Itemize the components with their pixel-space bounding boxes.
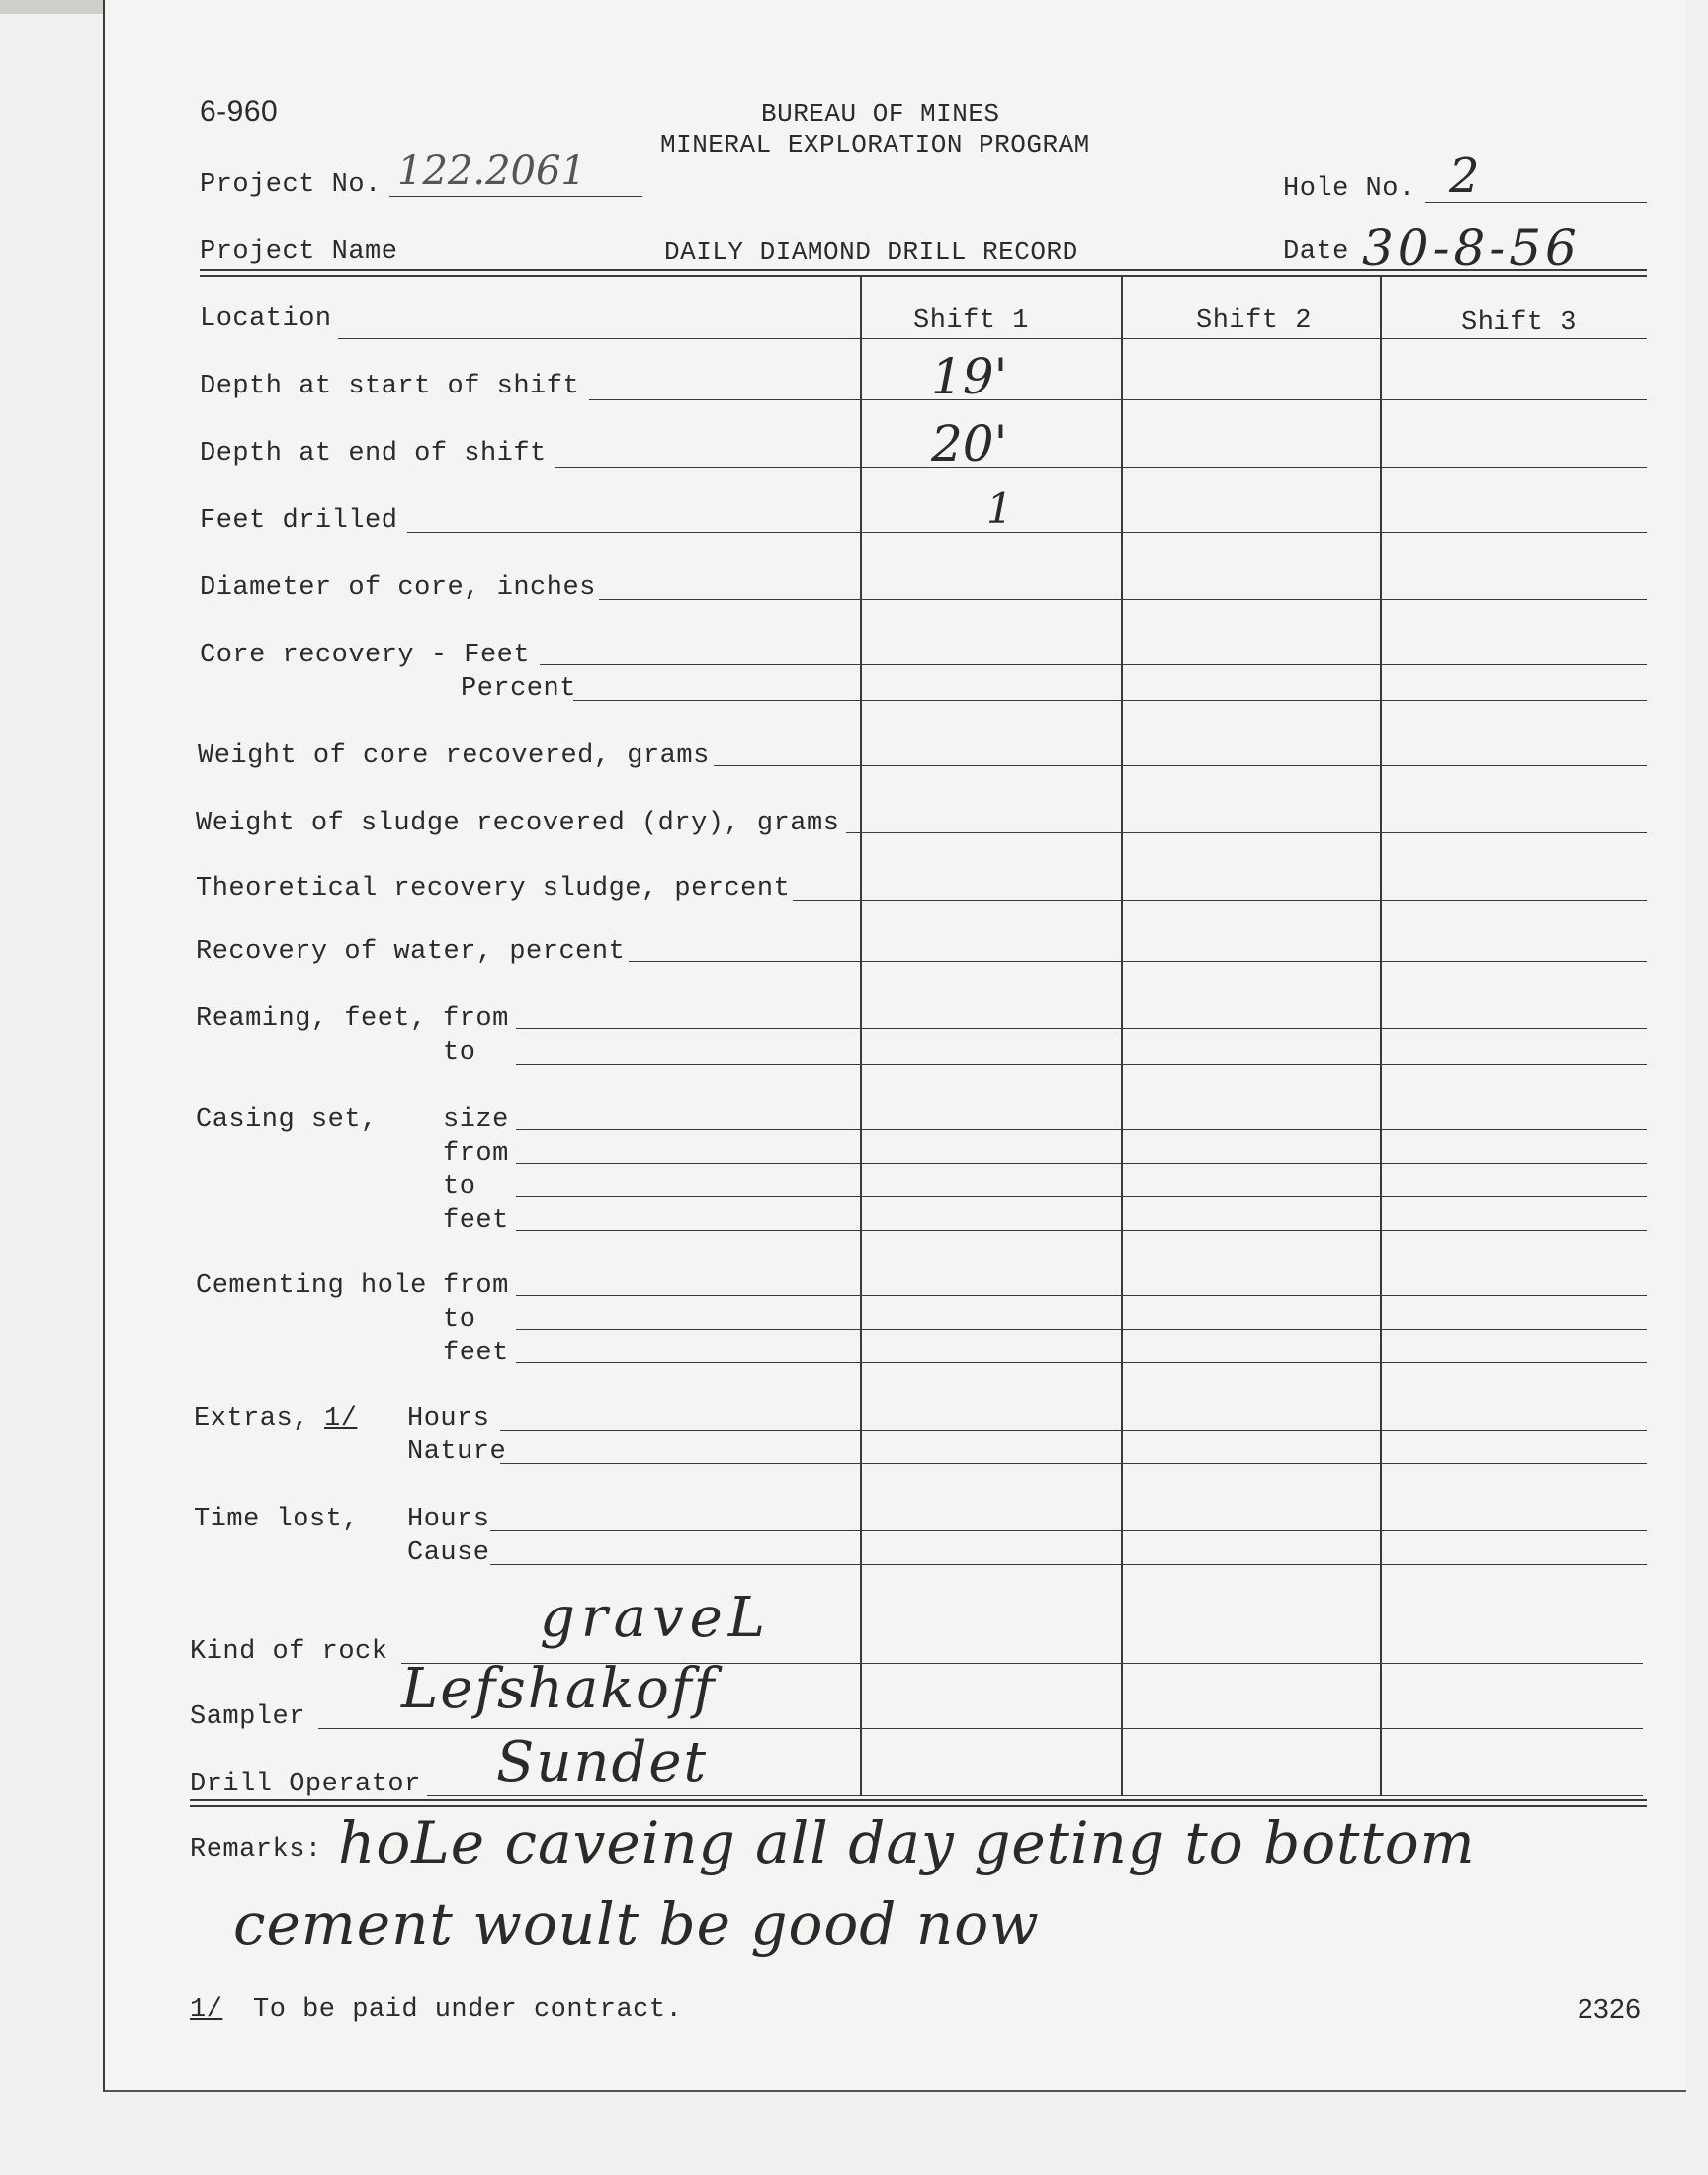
depth-start-label: Depth at start of shift [200, 372, 580, 401]
date-value[interactable]: 30-8-56 [1362, 219, 1580, 277]
casing-label: Casing set, [196, 1105, 378, 1135]
diameter-label: Diameter of core, inches [200, 573, 596, 603]
casing-feet-label: feet [443, 1206, 509, 1236]
project-no-value[interactable]: 122.2061 [397, 148, 586, 194]
shift1-header: Shift 1 [913, 306, 1029, 336]
cementing-from-line [516, 1295, 1647, 1296]
reaming-from-line [516, 1028, 1647, 1029]
depth-end-label: Depth at end of shift [200, 439, 547, 469]
shift3-header: Shift 3 [1461, 308, 1577, 338]
kind-of-rock-value[interactable]: graveL [540, 1586, 771, 1650]
depth-start-line [589, 399, 1647, 400]
extras-nature-label: Nature [407, 1437, 507, 1467]
cementing-label: Cementing hole [196, 1271, 427, 1301]
remarks-line-1[interactable]: hoLe caveing all day geting to bottom [338, 1809, 1476, 1876]
bottom-rule-1 [190, 1799, 1647, 1801]
hole-no-value[interactable]: 2 [1449, 148, 1480, 204]
time-lost-hours-label: Hours [407, 1505, 490, 1534]
feet-drilled-shift1[interactable]: 1 [986, 484, 1013, 533]
program-title: MINERAL EXPLORATION PROGRAM [660, 130, 1090, 160]
remarks-line-2[interactable]: cement woult be good now [233, 1890, 1040, 1958]
drill-operator-label: Drill Operator [190, 1770, 421, 1799]
drill-operator-value[interactable]: Sundet [496, 1730, 708, 1794]
time-lost-hours-line [490, 1530, 1647, 1531]
remarks-label: Remarks: [190, 1835, 322, 1865]
casing-to-label: to [443, 1173, 476, 1202]
extras-footnote-ref: 1/ [324, 1404, 358, 1434]
scan-edge [0, 0, 103, 14]
casing-from-line [516, 1163, 1647, 1164]
casing-size-label: size [443, 1105, 509, 1135]
page-number: 2326 [1578, 1993, 1642, 2024]
casing-feet-line [516, 1230, 1647, 1231]
footnote-text: To be paid under contract. [253, 1995, 683, 2025]
hole-no-label: Hole No. [1283, 174, 1415, 204]
project-name-label: Project Name [200, 237, 398, 267]
project-no-line [389, 196, 642, 197]
casing-from-label: from [443, 1139, 509, 1169]
drill-operator-line [427, 1795, 1643, 1796]
agency-title: BUREAU OF MINES [761, 99, 1000, 129]
project-no-label: Project No. [200, 170, 382, 200]
theoretical-sludge-line [793, 900, 1647, 901]
weight-core-label: Weight of core recovered, grams [198, 741, 710, 771]
sampler-line [318, 1728, 1643, 1729]
shift2-divider [1121, 277, 1123, 1795]
hole-no-line [1425, 202, 1647, 203]
time-lost-cause-line [490, 1564, 1647, 1565]
theoretical-sludge-label: Theoretical recovery sludge, percent [196, 874, 791, 904]
weight-sludge-label: Weight of sludge recovered (dry), grams [196, 809, 840, 838]
form-number: 6-960 [200, 95, 279, 128]
kind-of-rock-label: Kind of rock [190, 1637, 388, 1667]
cementing-feet-label: feet [443, 1339, 509, 1368]
casing-size-line [516, 1129, 1647, 1130]
core-recovery-percent-line [573, 700, 1647, 701]
weight-core-line [714, 765, 1647, 766]
cementing-feet-line [516, 1362, 1647, 1363]
extras-nature-line [500, 1463, 1647, 1464]
time-lost-cause-label: Cause [407, 1538, 490, 1568]
cementing-to-line [516, 1329, 1647, 1330]
header-rule-2 [200, 275, 1647, 277]
core-recovery-feet-line [540, 664, 1647, 665]
depth-start-shift1[interactable]: 19' [931, 348, 1008, 405]
bottom-rule-2 [190, 1805, 1647, 1807]
depth-end-shift1[interactable]: 20' [931, 415, 1008, 473]
core-recovery-feet-label: Core recovery - Feet [200, 641, 531, 670]
footnote-marker: 1/ [190, 1995, 223, 2025]
extras-label: Extras, [194, 1404, 309, 1434]
time-lost-label: Time lost, [194, 1505, 360, 1534]
shift1-divider [860, 277, 862, 1795]
location-label: Location [200, 304, 332, 334]
diameter-line [599, 599, 1647, 600]
date-label: Date [1283, 237, 1349, 267]
header-rule-1 [200, 269, 1647, 271]
form-title: DAILY DIAMOND DRILL RECORD [664, 237, 1078, 267]
reaming-from-label: from [443, 1004, 509, 1034]
depth-end-line [555, 467, 1647, 468]
cementing-from-label: from [443, 1271, 509, 1301]
reaming-to-label: to [443, 1038, 476, 1068]
extras-hours-label: Hours [407, 1404, 490, 1434]
shift3-divider [1380, 277, 1382, 1795]
shift2-header: Shift 2 [1196, 306, 1312, 336]
cementing-to-label: to [443, 1305, 476, 1335]
feet-drilled-line [407, 532, 1647, 533]
water-recovery-line [629, 961, 1647, 962]
core-recovery-percent-label: Percent [461, 674, 576, 704]
feet-drilled-label: Feet drilled [200, 506, 398, 536]
sampler-label: Sampler [190, 1702, 305, 1732]
reaming-to-line [516, 1064, 1647, 1065]
extras-hours-line [500, 1430, 1647, 1431]
drill-record-form [103, 0, 1686, 2092]
weight-sludge-line [846, 832, 1647, 833]
casing-to-line [516, 1196, 1647, 1197]
water-recovery-label: Recovery of water, percent [196, 937, 626, 967]
sampler-value[interactable]: Lefshakoff [401, 1657, 717, 1721]
location-line [338, 338, 1647, 339]
reaming-label: Reaming, feet, [196, 1004, 427, 1034]
